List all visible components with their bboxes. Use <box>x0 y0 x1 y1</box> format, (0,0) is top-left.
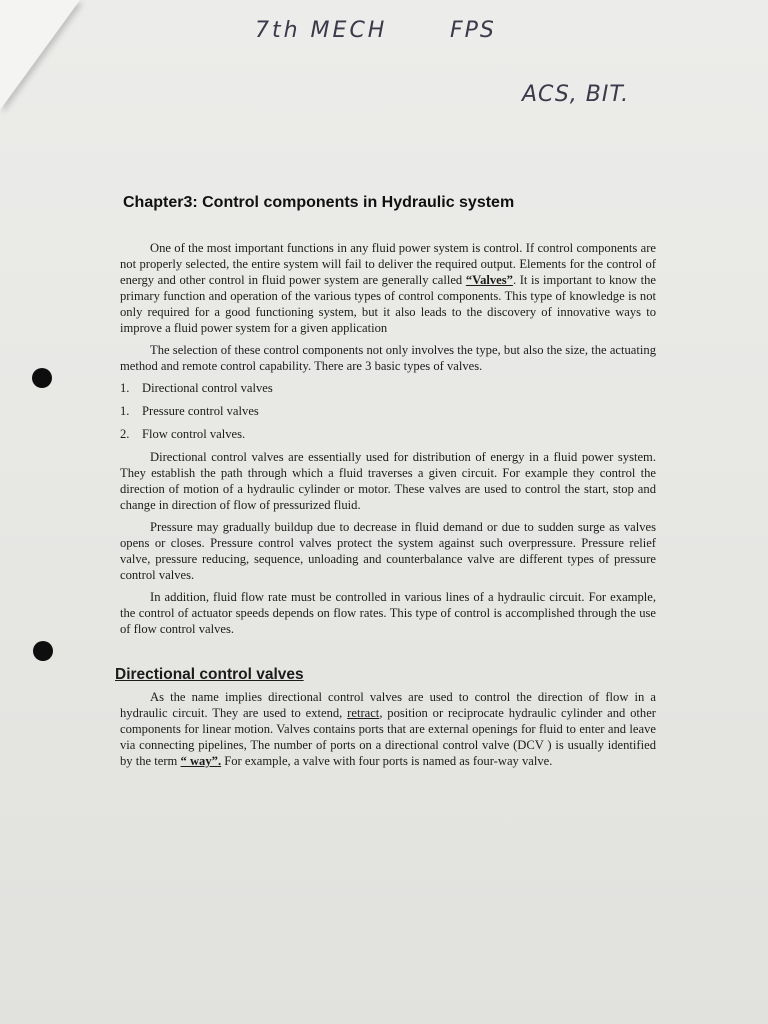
flow-paragraph: In addition, fluid flow rate must be controlled in various lines of a hydraulic circuit. For example, the control of actuator speeds depends on flow rates. This type of control is accomplished through the use of flow control valves. <box>120 590 656 636</box>
way-term: “ way”. <box>180 754 222 768</box>
handwritten-note-subject: FPS <box>450 18 496 43</box>
valves-term: “Valves” <box>465 273 513 287</box>
pressure-paragraph: Pressure may gradually buildup due to decrease in fluid demand or due to sudden surge as valves opens or closes. Pressure control valves protect the system against such overpressure. Pressure relief valve, pressure reducing, sequence, unloading and counterbalance valve are different types of pressure control valves. <box>120 520 656 582</box>
chapter-title: Chapter3: Control components in Hydraulic system <box>123 194 515 211</box>
dcv-paragraph: As the name implies directional control valves are used to control the direction of flow in a hydraulic circuit. They are used to extend, retract, position or reciprocate hydraulic cylinder and other components for linear motion. Valves contains ports that are external openings for fluid to enter and leave via connecting pipelines, The number of ports on a directional control valve (DCV ) is usually identified by the term “ way”. For example, a valve with four ports is named as four-way valve. <box>120 690 656 768</box>
list-item: 1. Pressure control valves <box>120 404 259 418</box>
selection-paragraph: The selection of these control components not only involves the type, but also the size, the actuating method and remote control capability. There are 3 basic types of valves. <box>120 343 656 373</box>
body-text <box>115 240 656 775</box>
folded-corner <box>0 0 80 110</box>
handwritten-note-dept: ACS, BIT. <box>522 82 630 107</box>
list-item: 2. Flow control valves. <box>120 427 246 441</box>
punch-hole-top <box>32 368 52 388</box>
valve-types-list <box>120 380 656 442</box>
section-heading: Directional control valves <box>115 666 304 683</box>
punch-hole-bottom <box>33 641 53 661</box>
retract-term: retract <box>347 706 380 720</box>
intro-paragraph: One of the most important functions in any fluid power system is control. If control components are not properly selected, the entire system will fail to deliver the required output. Elements for the control of energy and other control in fluid power system are generally called “Valves”. It is important to know the primary function and operation of the various types of control components. This type of knowledge is not only required for a good functioning system, but it also leads to the discovery of innovative ways to improve a fluid power system for a given application <box>120 241 656 335</box>
list-item: 1. Directional control valves <box>120 381 273 395</box>
handwritten-note-class: 7th MECH <box>255 18 388 43</box>
directional-paragraph: Directional control valves are essentially used for distribution of energy in a fluid power system. They establish the path through which a fluid traverses a given circuit. For example they control the direction of motion of a hydraulic cylinder or motor. These valves are used to control the start, stop and change in direction of flow of pressurized fluid. <box>120 450 656 512</box>
